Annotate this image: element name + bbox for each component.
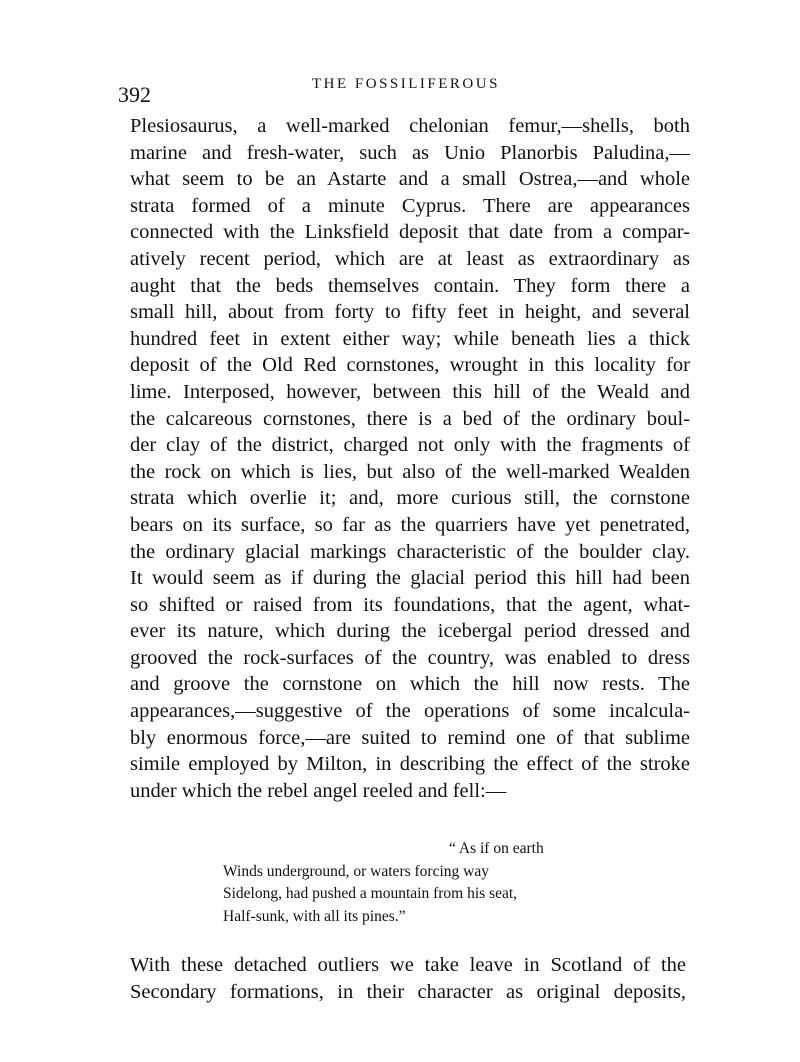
- text-line: ever its nature, which during the icebergal period dressed and: [130, 620, 690, 643]
- text-line: the rock on which is lies, but also of the well-marked Wealden: [130, 460, 690, 483]
- text-line: deposit of the Old Red cornstones, wrought in this locality for: [130, 354, 690, 377]
- text-line: It would seem as if during the glacial period this hill had been: [130, 567, 690, 590]
- text-line: Plesiosaurus, a well-marked chelonian femur,—shells, both: [130, 115, 690, 137]
- text-line: the calcareous cornstones, there is a bed of the ordinary boul-: [130, 407, 690, 430]
- page-number: 392: [118, 82, 151, 107]
- text-line: bly enormous force,—are suited to remind one of that sublime: [130, 726, 690, 749]
- text-line: under which the rebel angel reeled and fell:—: [130, 779, 507, 802]
- text-line: atively recent period, which are at least as extraordinary as: [130, 247, 690, 270]
- text-line: With these detached outliers we take leave in Scotland of the: [130, 954, 686, 976]
- text-line: and groove the cornstone on which the hill now rests. The: [130, 673, 690, 696]
- text-line: the ordinary glacial markings characteristic of the boulder clay.: [130, 540, 690, 563]
- text-line: der clay of the district, charged not only with the fragments of: [130, 434, 690, 457]
- text-line: simile employed by Milton, in describing the effect of the stroke: [130, 753, 690, 776]
- text-line: hundred feet in extent either way; while beneath lies a thick: [130, 327, 690, 350]
- text-line: strata formed of a minute Cyprus. There are appearances: [130, 194, 690, 217]
- verse-line: Winds underground, or waters forcing way: [223, 862, 489, 880]
- text-line: appearances,—suggestive of the operations of some incalcula-: [130, 700, 690, 723]
- closing-paragraph: [130, 952, 686, 1005]
- text-line: Secondary formations, in their character as original deposits,: [130, 980, 686, 1003]
- text-line: aught that the beds themselves contain. They form there a: [130, 274, 690, 297]
- verse-line: “ As if on earth: [449, 840, 544, 857]
- text-line: bears on its surface, so far as the quarriers have yet penetrated,: [130, 513, 690, 536]
- running-head: THE FOSSILIFEROUS: [312, 76, 500, 92]
- text-line: what seem to be an Astarte and a small Ostrea,—and whole: [130, 168, 690, 191]
- verse-quotation: [223, 838, 544, 928]
- text-line: connected with the Linksfield deposit that date from a compar-: [130, 221, 690, 244]
- text-line: strata which overlie it; and, more curious still, the cornstone: [130, 487, 690, 510]
- text-line: small hill, about from forty to fifty feet in height, and several: [130, 301, 690, 324]
- text-line: lime. Interposed, however, between this hill of the Weald and: [130, 380, 690, 403]
- verse-line: Half-sunk, with all its pines.”: [223, 907, 406, 925]
- text-line: so shifted or raised from its foundations, that the agent, what-: [130, 593, 690, 616]
- text-line: marine and fresh-water, such as Unio Planorbis Paludina,—: [130, 141, 690, 164]
- text-line: grooved the rock-surfaces of the country, was enabled to dress: [130, 646, 690, 669]
- main-paragraph: [130, 113, 690, 804]
- verse-line: Sidelong, had pushed a mountain from his seat,: [223, 885, 518, 902]
